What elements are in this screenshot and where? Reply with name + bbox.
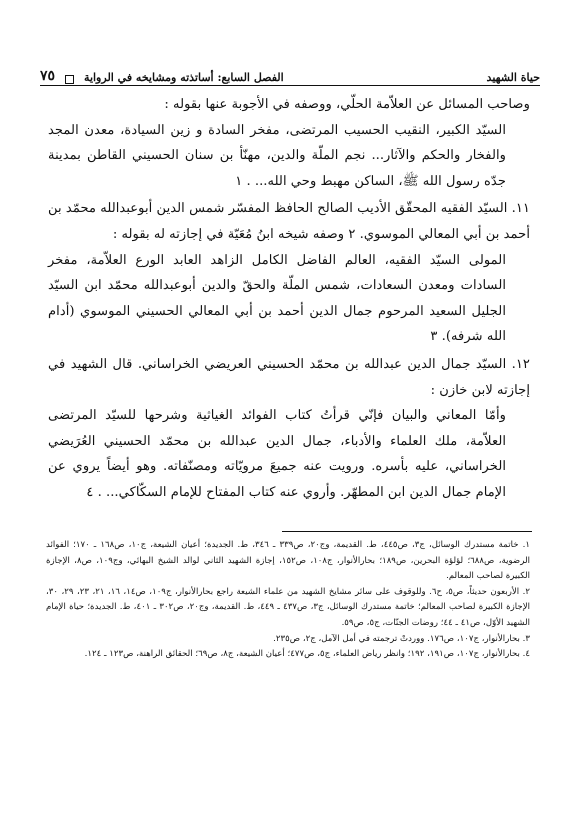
square-separator-icon: [65, 75, 74, 84]
book-title: حياة الشهيد: [486, 71, 540, 84]
chapter-header: [40, 68, 284, 84]
quote-paragraph: المولى السيّد الفقيه، العالم الفاضل الكامل الزاهد العابد الورع العلاّمة، مفخر السادات ومعدن السعادات، شمس الملّة والحقّ والدين أبوعبدالله محمّد ابن السيّد الجليل السعيد المرحوم جمال الدين أحمد بن أبي المعالي الحسيني الموسوي (أدام الله شرفه). ٣: [48, 252, 506, 345]
footnote: ٣. بحارالأنوار، ج١٠٧، ص١٧٦. ووردتْ ترجمته في أمل الآمل، ج٢، ص٢٣٥.: [273, 633, 530, 644]
chapter-title: الفصل السابع: أساتذته ومشايخه في الرواية: [84, 71, 284, 84]
footnote: ٤. بحارالأنوار، ج١٠٧، ص١٩١، ١٩٢؛ وانظر رياض العلماء، ج٥، ص٤٧٧؛ أعيان الشيعة، ج٨، ص٦٩؛ الحقائق الراهنة، ص١٢٣ ـ ١٢٤.: [84, 649, 530, 660]
paragraph: ١١. السيّد الفقيه المحقّق الأديب الصالح الحافظ المفسّر شمس الدين أبوعبدالله محمّد بن أحمد بن أبي المعالي الموسوي. ٢ وصفه شيخه ابنُ مُعَيّة في إجازته له بقوله :: [48, 201, 530, 242]
footnotes: [46, 538, 530, 663]
paragraph: وصاحب المسائل عن العلاّمة الحلّي، ووصفه في الأجوبة عنها بقوله :: [164, 97, 530, 112]
header-rule: [40, 85, 540, 86]
main-text: [48, 92, 530, 506]
footnote: ١. خاتمة مستدرك الوسائل، ج٣، ص٤٤٥، ط. القديمة، وج٢٠، ص٣٣٩ ـ ٣٤٦، ط. الجديدة؛ أعيان الشيعة، ج١٠، ص١٦٨ ـ ١٧٠؛ الفوائد الرضوية، ص٦٨٨؛ لؤلؤة البحرين، ص١٨٩؛ بحارالأنوار، ج١٠٨، ص١٥٢، إجازة الشهيد الثاني لوالد الشيخ البهائي، وج١٠٩، ص٨، الإجازة الكبيرة لصاحب المعالم.: [46, 540, 530, 582]
running-header: [40, 60, 540, 84]
quote-paragraph: وأمّا المعاني والبيان فإنّي قرأتُ كتاب الفوائد الغياثية وشرحها للسيّد المرتضى العلاّمة، ملك العلماء والأدباء، جمال الدين عبدالله بن محمّد الحسيني العُرَيضي الخراساني، عليه بأسره. ورويت عنه جميعَ مرويّاته ومصنّفاته. وهو أيضاً يروي عن الإمام جمال الدين ابن المطهّر. وأروي عنه كتاب المفتاح للإمام السكّاكي... . ٤: [48, 408, 506, 500]
page-number: ٧٥: [40, 68, 56, 84]
footnote-separator: [282, 531, 532, 532]
paragraph: ١٢. السيّد جمال الدين عبدالله بن محمّد الحسيني العريضي الخراساني. قال الشهيد في إجازته لابن خازن :: [48, 356, 530, 398]
footnote: ٢. الأربعون حديثاً، ص٥، ح٦. وللوقوف على سائر مشايخ الشهيد من علماء الشيعة راجع بحارالأنوار، ج١٠٩، ص١٤، ١٦، ٢١، ٢٣، ٢٩، ٣٠، الإجازة الكبيرة لصاحب المعالم؛ خاتمة مستدرك الوسائل، ج٣، ص٤٣٧ ـ ٤٤٩، ط. القديمة، وج٢٠، ص٣٠٢ ـ ٤٠١، ط. الجديدة؛ حياة الإمام الشهيد الأوّل، ص٤١ ـ ٤٤؛ روضات الجنّات، ج٥، ص٥٩.: [46, 586, 530, 628]
quote-paragraph: السيّد الكبير، النقيب الحسيب المرتضى، مفخر السادة و زين السيادة، معدن المجد والفخار والحكم والآثار... نجم الملّة والدين، مهنّأ بن سنان الحسيني القاطن بمدينة جدّه رسول الله ﷺ، الساكن مهبط وحي الله... . ١: [48, 122, 506, 189]
